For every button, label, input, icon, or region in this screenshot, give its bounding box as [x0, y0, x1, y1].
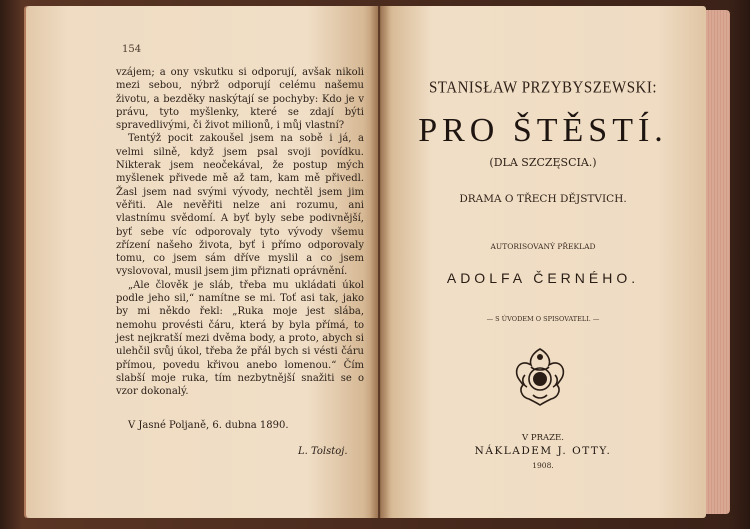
place-date: V Jasné Poljaně, 6. dubna 1890. [128, 420, 289, 431]
original-title: (DLA SZCZĘSCIA.) [489, 156, 597, 169]
page-number: 154 [122, 44, 142, 55]
book-title: PRO ŠTĚSTÍ. [418, 112, 668, 149]
intro-note: — S ÚVODEM O SPISOVATELI. — [486, 315, 600, 323]
publication-city: V PRAZE. [522, 433, 564, 443]
signature: L. Tolstoj. [298, 446, 348, 457]
paragraph-3: „Ale člověk je sláb, třeba mu ukládati úkol podle jeho sil,“ namítne se mi. Toť asi tak, jako by mi někdo řekl: „Ruka moje jest slába, nemohu provésti čáru, která by byla přímá, to jest nejkratší mezi dvěma body, a proto, abych si ulehčil svůj úkol, třeba že přál bych si vésti čáru přímou, povedu křivou anebo lomenou.“ Čím slabší moje ruka, tím nezbytnější snažiti se o vzor dokonalý. [116, 279, 364, 398]
genre-line: DRAMA O TŘECH DĚJSTVICH. [459, 193, 627, 205]
left-page-text [116, 66, 364, 398]
translation-label: AUTORISOVANÝ PŘEKLAD [490, 242, 596, 251]
publisher-emblem-icon [511, 345, 569, 407]
paragraph-1: vzájem; a ony vskutku si odporují, avšak nikoli mezi sebou, nýbrž odporují celému našemu životu, a bezděky naskýtají se pochyby: Kdo je v právu, tyto myšlenky, které se zdají býti spravedlivými, či život milionů, i můj vlastní? [116, 67, 364, 132]
publication-year: 1908. [532, 461, 554, 470]
publisher-line: NÁKLADEM J. OTTY. [474, 445, 612, 457]
paragraph-2: Tentýž pocit zakoušel jsem na sobě i já, a velmi silně, když jsem psal svoji povídku. Nikterak jsem neočekával, že postup mých myšlenek přivede mě až tam, kam mě přivedl. Žasl jsem nad svými vývody, nechtěl jsem jim věřiti. Ale nevěřiti nelze ani rozumu, ani vlastnímu svědomí. A byť byly sebe podivnější, byť sebe víc odporovaly tyto vývody všemu zřízení našeho života, byť i přímo odporovaly tomu, co jsem sám dříve myslil a co jsem vyslovoval, musil jsem jim přiznati oprávnění. [116, 133, 364, 278]
page-edges [706, 10, 730, 514]
translator-name: ADOLFA ČERNÉHO. [446, 270, 640, 286]
author-name: STANISŁAW PRZYBYSZEWSKI: [428, 78, 658, 98]
